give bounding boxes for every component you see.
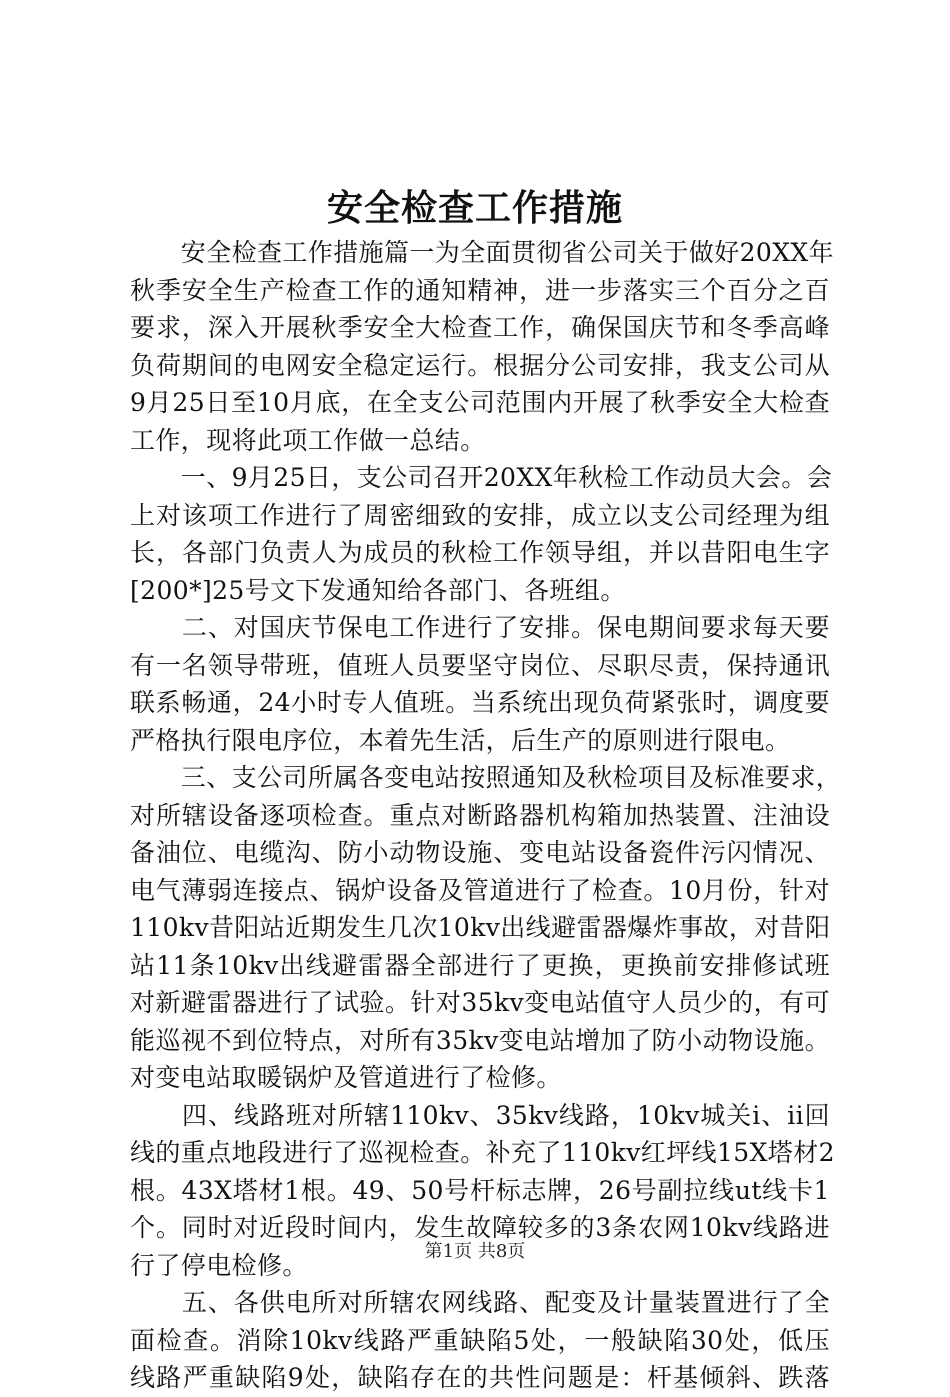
text-line: 联系畅通，24小时专人值班。当系统出现负荷紧张时，调度要 (130, 688, 830, 717)
text-line: 对所辖设备逐项检查。重点对断路器机构箱加热装置、注油设 (130, 800, 830, 830)
text-line: 面检查。消除10kv线路严重缺陷5处，一般缺陷30处，低压 (130, 1325, 830, 1355)
text-line: 有一名领导带班，值班人员要坚守岗位、尽职尽责，保持通讯 (130, 650, 830, 680)
document-body (130, 234, 842, 1397)
text-line: 安全检查工作措施篇一为全面贯彻省公司关于做好20XX年 (130, 238, 835, 267)
text-line: 行了停电检修。 (130, 1250, 308, 1280)
text-line: 三、支公司所属各变电站按照通知及秋检项目及标准要求， (130, 763, 842, 792)
text-line: 9月25日至10月底，在全支公司范围内开展了秋季安全大检查 (130, 388, 830, 417)
text-line: 长，各部门负责人为成员的秋检工作领导组，并以昔阳电生字 (130, 538, 830, 567)
text-line: 对变电站取暖锅炉及管道进行了检修。 (130, 1063, 562, 1092)
text-line: 要求，深入开展秋季安全大检查工作，确保国庆节和冬季高峰 (130, 313, 830, 342)
page-footer: 第1页 共8页 (424, 1241, 526, 1262)
text-line: 根。43X塔材1根。49、50号杆标志牌，26号副拉线ut线卡1 (130, 1175, 830, 1205)
text-line: 线的重点地段进行了巡视检查。补充了110kv红坪线15X塔材2 (130, 1138, 835, 1167)
text-line: 秋季安全生产检查工作的通知精神，进一步落实三个百分之百 (130, 275, 830, 305)
text-line: 电气薄弱连接点、锅炉设备及管道进行了检查。10月份，针对 (130, 875, 830, 905)
text-line: 线路严重缺陷9处，缺陷存在的共性问题是：杆基倾斜、跌落 (130, 1363, 830, 1392)
text-line: 一、9月25日，支公司召开20XX年秋检工作动员大会。会 (130, 463, 833, 492)
text-line: 对新避雷器进行了试验。针对35kv变电站值守人员少的，有可 (130, 988, 830, 1017)
text-line: 二、对国庆节保电工作进行了安排。保电期间要求每天要 (130, 613, 830, 642)
text-line: 负荷期间的电网安全稳定运行。根据分公司安排，我支公司从 (130, 350, 830, 380)
text-line: 备油位、电缆沟、防小动物设施、变电站设备瓷件污闪情况、 (130, 838, 830, 867)
text-line: [200*]25号文下发通知给各部门、各班组。 (130, 575, 626, 605)
text-line: 五、各供电所对所辖农网线路、配变及计量装置进行了全 (130, 1288, 830, 1317)
text-line: 四、线路班对所辖110kv、35kv线路，10kv城关i、ii回 (130, 1100, 830, 1130)
text-line: 能巡视不到位特点，对所有35kv变电站增加了防小动物设施。 (130, 1025, 830, 1055)
text-line: 站11条10kv出线避雷器全部进行了更换，更换前安排修试班 (130, 950, 830, 980)
text-line: 严格执行限电序位，本着先生活，后生产的原则进行限电。 (130, 725, 791, 755)
text-line: 上对该项工作进行了周密细致的安排，成立以支公司经理为组 (130, 500, 830, 530)
text-line: 110kv昔阳站近期发生几次10kv出线避雷器爆炸事故，对昔阳 (130, 913, 831, 942)
text-line: 个。同时对近段时间内，发生故障较多的3条农网10kv线路进 (130, 1213, 830, 1242)
text-line: 工作，现将此项工作做一总结。 (130, 425, 486, 455)
document-title: 安全检查工作措施 (326, 188, 623, 229)
